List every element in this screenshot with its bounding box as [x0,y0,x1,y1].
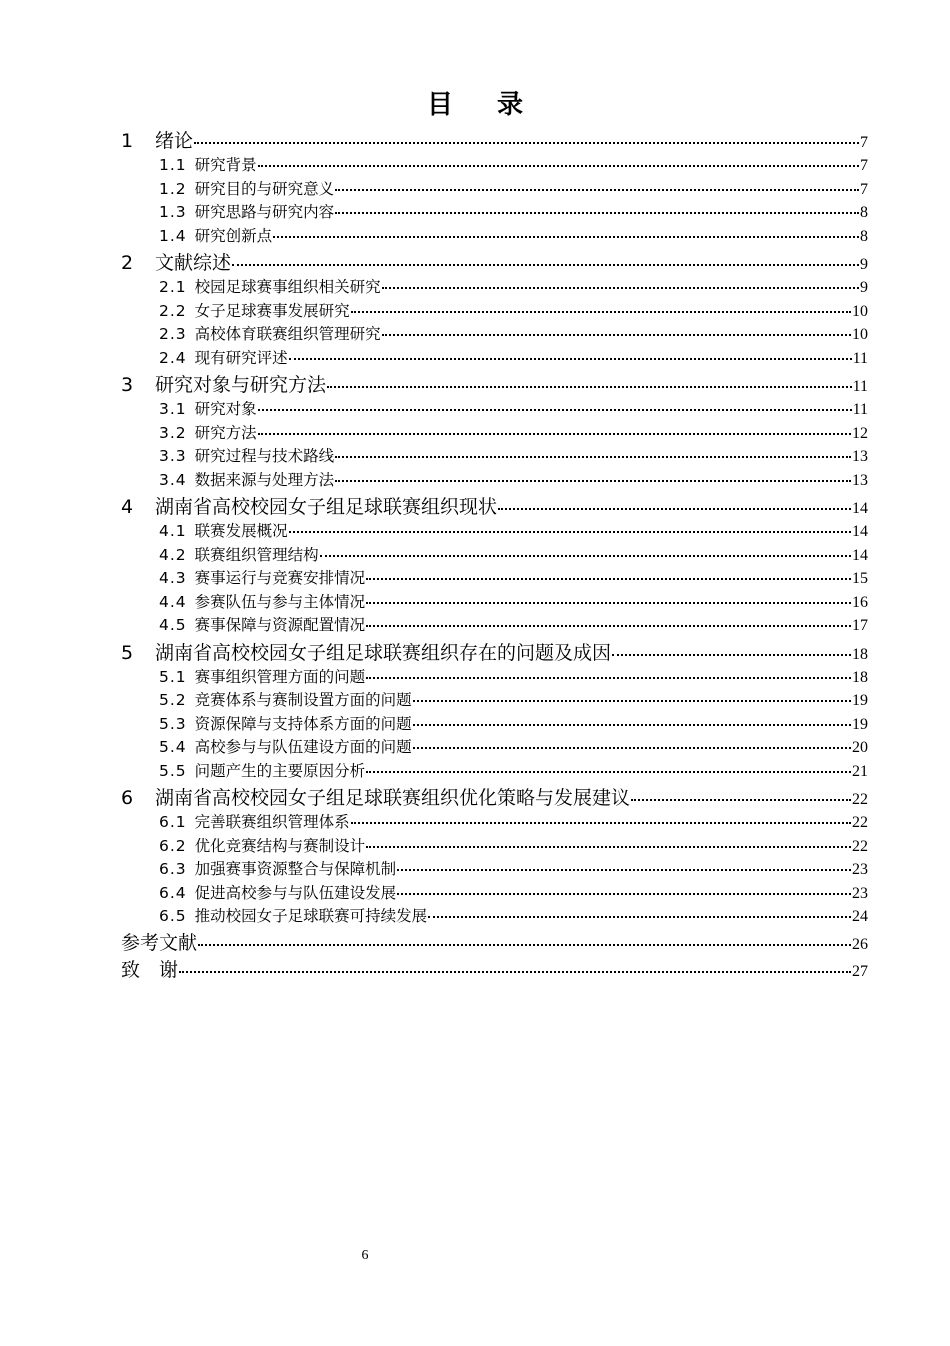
toc-entry-section[interactable] [121,445,868,469]
entry-label: 高校参与与队伍建设方面的问题 [194,738,412,756]
section-number: 5.1 [159,667,187,686]
entry-label: 资源保障与支持体系方面的问题 [194,714,412,733]
toc-entry-section[interactable] [121,689,868,713]
entry-label: 女子足球赛事发展研究 [194,301,350,320]
entry-page-number: 19 [852,715,868,733]
toc-entry-chapter[interactable] [121,250,868,276]
section-number: 2.4 [159,348,187,367]
entry-page-number: 20 [852,739,868,756]
entry-label: 湖南省高校校园女子组足球联赛组织优化策略与发展建议 [155,787,631,809]
entry-label: 参考文献 [121,931,198,954]
table-of-contents [121,126,868,983]
entry-label: 推动校园女子足球联赛可持续发展 [194,907,428,925]
entry-label: 优化竞赛结构与赛制设计 [194,836,366,855]
entry-page-number: 19 [852,692,868,709]
entry-label: 高校体育联赛组织管理研究 [194,325,381,343]
dot-leader [232,262,859,266]
toc-entry-section[interactable] [121,154,868,178]
entry-label: 绪论 [155,130,194,152]
dot-leader [179,969,851,973]
dot-leader [320,553,851,557]
section-number: 5.3 [159,714,187,733]
entry-page-number: 7 [860,157,868,174]
entry-label: 研究背景 [194,156,257,174]
toc-entry-back[interactable] [121,957,868,983]
dot-leader [366,675,851,679]
entry-label: 问题产生的主要原因分析 [194,761,366,780]
section-number: 5.4 [159,738,187,756]
section-number: 6.4 [159,883,187,902]
dot-leader [198,942,851,946]
dot-leader [351,309,851,313]
entry-page-number: 9 [860,256,868,273]
dot-leader [498,506,851,510]
section-number: 1.3 [159,203,187,221]
entry-label: 研究对象与研究方法 [155,374,327,396]
entry-page-number: 23 [852,861,868,878]
entry-page-number: 24 [852,908,868,925]
entry-page-number: 22 [852,791,868,808]
entry-page-number: 14 [852,546,868,564]
entry-label: 校园足球赛事组织相关研究 [194,278,381,296]
dot-leader [327,384,852,388]
dot-leader [397,891,851,895]
dot-leader [289,356,852,360]
dot-leader [413,745,851,749]
dot-leader [397,867,851,871]
entry-page-number: 15 [852,570,868,587]
toc-entry-section[interactable] [121,422,868,446]
toc-entry-section[interactable] [121,858,868,882]
entry-label: 湖南省高校校园女子组足球联赛组织现状 [155,496,498,518]
dot-leader [366,600,851,604]
toc-entry-section[interactable] [121,882,868,906]
toc-entry-chapter[interactable] [121,640,868,666]
section-number: 4.4 [159,592,187,611]
toc-entry-chapter[interactable] [121,372,868,398]
dot-leader [428,914,851,918]
section-number: 1.2 [159,179,187,198]
entry-label: 湖南省高校校园女子组足球联赛组织存在的问题及成因 [155,641,612,664]
entry-label: 研究创新点 [194,226,273,245]
section-number: 3.3 [159,447,187,465]
entry-label: 数据来源与处理方法 [194,470,335,489]
dot-leader [258,163,859,167]
toc-entry-section[interactable] [121,614,868,638]
entry-label: 参赛队伍与参与主体情况 [194,592,366,611]
entry-page-number: 12 [852,424,868,442]
dot-leader [413,698,851,702]
dot-leader [366,769,851,773]
entry-label: 联赛组织管理结构 [194,545,319,564]
dot-leader [194,140,859,144]
toc-entry-section[interactable] [121,835,868,859]
chapter-number: 4 [121,496,134,518]
entry-label: 研究目的与研究意义 [194,179,335,198]
dot-leader [413,722,851,726]
section-number: 6.2 [159,836,187,855]
entry-label: 加强赛事资源整合与保障机制 [194,860,397,878]
entry-page-number: 26 [852,935,868,953]
dot-leader [612,652,851,656]
dot-leader [335,187,859,191]
entry-page-number: 27 [852,962,868,980]
toc-entry-chapter[interactable] [121,494,868,520]
entry-page-number: 21 [852,762,868,780]
section-number: 6.5 [159,907,187,925]
section-number: 3.2 [159,423,187,442]
section-number: 2.1 [159,278,187,296]
section-number: 1.4 [159,226,187,245]
toc-entry-section[interactable] [121,713,868,737]
footer-page-number: 6 [361,1248,369,1263]
dot-leader [258,431,851,435]
entry-page-number: 8 [860,204,868,221]
toc-entry-chapter[interactable] [121,785,868,811]
section-number: 2.2 [159,301,187,320]
entry-page-number: 22 [852,814,868,831]
entry-label: 研究方法 [194,423,257,442]
section-number: 6.3 [159,860,187,878]
section-number: 4.1 [159,522,187,540]
dot-leader [366,576,851,580]
toc-entry-section[interactable] [121,736,868,760]
toc-entry-back[interactable] [121,930,868,956]
dot-leader [335,210,859,214]
entry-page-number: 16 [852,593,868,611]
entry-label: 研究思路与研究内容 [194,203,335,221]
dot-leader [366,844,851,848]
chapter-number: 6 [121,787,134,809]
dot-leader [631,797,851,801]
entry-label: 研究过程与技术路线 [194,447,335,465]
toc-entry-section[interactable] [121,323,868,347]
entry-page-number: 8 [860,227,868,245]
entry-label: 完善联赛组织管理体系 [194,813,350,831]
section-number: 4.5 [159,616,187,634]
section-number: 2.3 [159,325,187,343]
entry-page-number: 9 [860,279,868,296]
entry-page-number: 14 [852,523,868,540]
entry-page-number: 7 [860,134,868,151]
toc-entry-section[interactable] [121,666,868,690]
entry-page-number: 18 [852,668,868,686]
dot-leader [335,454,851,458]
section-number: 5.5 [159,761,187,780]
entry-page-number: 18 [852,645,868,663]
chapter-number: 3 [121,374,134,396]
entry-page-number: 7 [860,180,868,198]
section-number: 3.4 [159,470,187,489]
dot-leader [382,285,859,289]
toc-entry-section[interactable] [121,300,868,324]
chapter-number: 5 [121,641,134,664]
toc-entry-section[interactable] [121,544,868,568]
toc-entry-chapter[interactable] [121,128,868,154]
chapter-number: 2 [121,252,134,274]
dot-leader [382,332,851,336]
entry-page-number: 13 [852,448,868,465]
section-number: 4.2 [159,545,187,564]
entry-page-number: 10 [852,326,868,343]
toc-title-right: 录 [497,90,524,120]
dot-leader [289,529,851,533]
dot-leader [366,623,851,627]
entry-page-number: 11 [852,349,868,367]
entry-page-number: 11 [852,378,868,395]
entry-label: 致 谢 [121,958,179,981]
toc-title [0,84,950,121]
entry-label: 现有研究评述 [194,348,288,367]
toc-entry-section[interactable] [121,811,868,835]
entry-page-number: 10 [852,302,868,320]
section-number: 3.1 [159,400,187,418]
toc-entry-section[interactable] [121,469,868,493]
toc-entry-section[interactable] [121,178,868,202]
entry-label: 竞赛体系与赛制设置方面的问题 [194,691,412,709]
entry-label: 赛事运行与竞赛安排情况 [194,569,366,587]
toc-entry-section[interactable] [121,276,868,300]
toc-entry-section[interactable] [121,591,868,615]
entry-page-number: 11 [852,401,868,418]
toc-entry-section[interactable] [121,201,868,225]
entry-page-number: 23 [852,884,868,902]
dot-leader [351,820,851,824]
dot-leader [273,234,859,238]
toc-entry-section[interactable] [121,760,868,784]
section-number: 5.2 [159,691,187,709]
toc-entry-section[interactable] [121,347,868,371]
entry-page-number: 13 [852,471,868,489]
entry-label: 研究对象 [194,400,257,418]
toc-entry-section[interactable] [121,520,868,544]
toc-entry-section[interactable] [121,567,868,591]
entry-label: 促进高校参与与队伍建设发展 [194,883,397,902]
chapter-number: 1 [121,130,134,152]
section-number: 6.1 [159,813,187,831]
section-number: 1.1 [159,156,187,174]
entry-label: 赛事保障与资源配置情况 [194,616,366,634]
section-number: 4.3 [159,569,187,587]
entry-page-number: 22 [852,837,868,855]
toc-title-left: 目 [426,90,453,120]
entry-label: 文献综述 [155,252,232,274]
toc-entry-section[interactable] [121,905,868,929]
entry-page-number: 14 [852,500,868,517]
toc-entry-section[interactable] [121,398,868,422]
entry-label: 赛事组织管理方面的问题 [194,667,366,686]
entry-label: 联赛发展概况 [194,522,288,540]
dot-leader [335,478,851,482]
toc-entry-section[interactable] [121,225,868,249]
entry-page-number: 17 [852,617,868,634]
dot-leader [258,407,852,411]
